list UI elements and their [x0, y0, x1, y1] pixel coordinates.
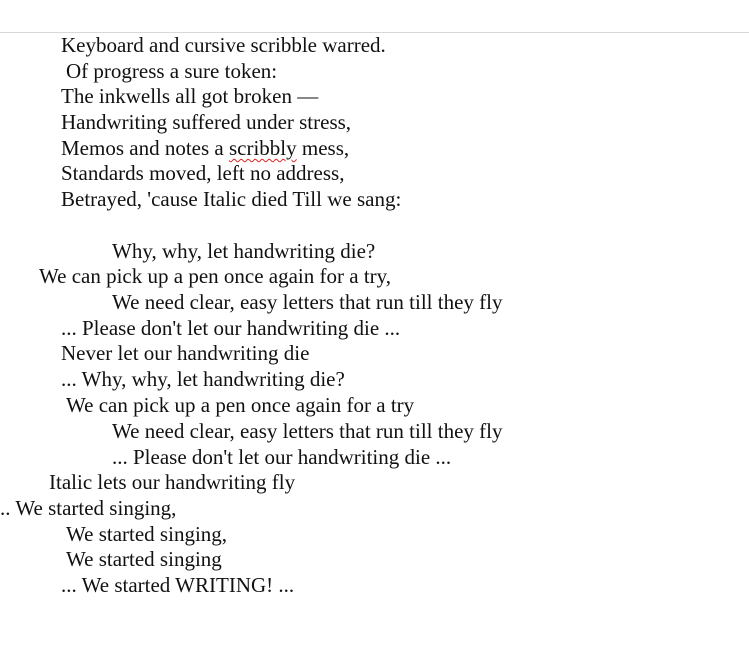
- chorus-line-12: We started singing,: [66, 522, 228, 546]
- chorus-line-7: We can pick up a pen once again for a try: [66, 393, 415, 417]
- chorus-line-5: Never let our handwriting die: [61, 341, 310, 365]
- misspelled-word[interactable]: scribbly: [228, 136, 297, 160]
- chorus-line-6: ... Why, why, let handwriting die?: [61, 367, 345, 391]
- verse-line-5-start: Memos and notes a: [61, 136, 229, 160]
- chorus-line-4: ... Please don't let our handwriting die ...: [61, 316, 401, 340]
- chorus-line-11: .. We started singing,: [0, 496, 177, 520]
- verse-line-4: Handwriting suffered under stress,: [61, 110, 352, 134]
- verse-line-7: Betrayed, 'cause Italic died Till we sang:: [61, 187, 402, 211]
- chorus-line-3: We need clear, easy letters that run till they fly: [112, 290, 503, 314]
- chorus-line-8: We need clear, easy letters that run till they fly: [112, 419, 503, 443]
- verse-line-2: Of progress a sure token:: [66, 59, 278, 83]
- chorus-line-2: We can pick up a pen once again for a try,: [39, 264, 392, 288]
- verse-line-6: Standards moved, left no address,: [61, 161, 345, 185]
- verse-line-3: The inkwells all got broken —: [61, 84, 319, 108]
- chorus-line-1: Why, why, let handwriting die?: [112, 239, 376, 263]
- verse-line-5: [61, 136, 349, 161]
- chorus-line-13: We started singing: [66, 547, 222, 571]
- chorus-line-9: ... Please don't let our handwriting die ...: [112, 445, 452, 469]
- chorus-line-14: ... We started WRITING! ...: [61, 573, 295, 597]
- chorus-line-10: Italic lets our handwriting fly: [49, 470, 296, 494]
- verse-line-5-end: mess,: [296, 136, 350, 160]
- verse-line-1: Keyboard and cursive scribble warred.: [61, 33, 386, 57]
